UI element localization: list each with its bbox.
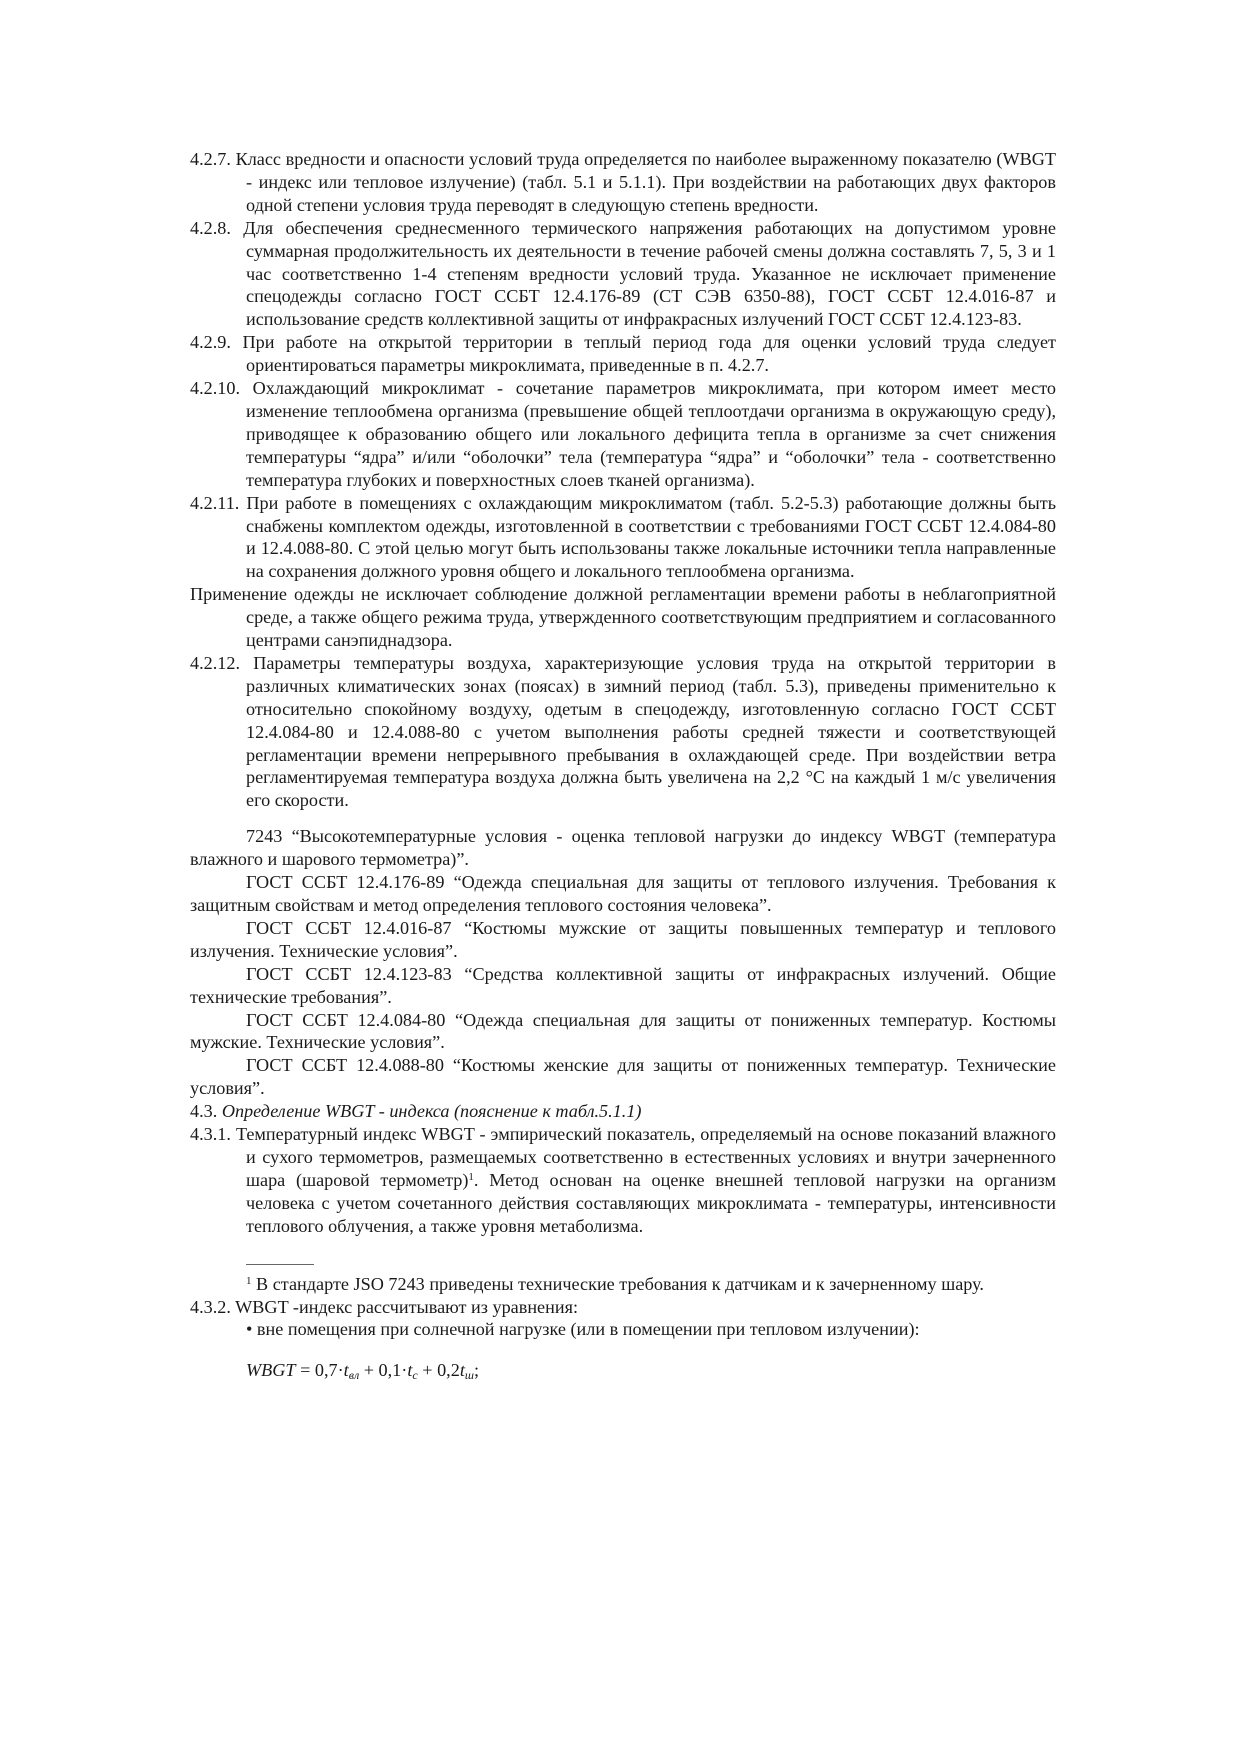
formula-subscript: вл (348, 1368, 360, 1383)
reference-item: ГОСТ ССБТ 12.4.088-80 “Костюмы женские для защиты от пониженных температур. Технические условия”. (190, 1055, 1056, 1099)
clause-number: 4.2.10. (190, 378, 241, 399)
clause-4-2-10 (190, 377, 1056, 492)
clause-4-2-8 (190, 217, 1056, 332)
footnote-mark: 1 (246, 1274, 252, 1287)
formula-subscript: с (412, 1368, 418, 1383)
clause-4-2-11 (190, 492, 1056, 584)
clause-4-3-2: 4.3.2. WBGT -индекс рассчитывают из уравнения: (190, 1296, 579, 1317)
wbgt-formula (190, 1359, 1056, 1382)
clause-number: 4.2.12. (190, 652, 241, 673)
clause-text: Применение одежды не исключает соблюдение должной регламентации времени работы в неблагоприятной среде, а также общего режима труда, утвержденного соответствующим предприятием и согласованного центрами санэпиднадзора. (190, 584, 1056, 651)
section-number: 4.3. (190, 1101, 218, 1122)
clause-number: 4.2.11. (190, 492, 240, 513)
clause-number: 4.2.8. (190, 217, 231, 238)
reference-item: ГОСТ ССБТ 12.4.176-89 “Одежда специальная для защиты от теплового излучения. Требования к защитным свойствам и метод определения теплового состояния человека”. (190, 872, 1056, 915)
clause-clothing-note (190, 583, 1056, 652)
clause-text: При работе в помещениях с охлаждающим микроклиматом (табл. 5.2-5.3) работающие должны быть снабжены комплектом одежды, изготовленной в соответствии с требованиями ГОСТ ССБТ 12.4.084-80 и 12.4.088-80. С этой целью могут быть использованы также локальные источники тепла направленные на сохранения должного уровня общего и локального теплообмена организма. (246, 492, 1056, 582)
formula-part: = 0,7· (295, 1360, 344, 1381)
footnote-separator (246, 1264, 314, 1265)
reference-item: ГОСТ ССБТ 12.4.016-87 “Костюмы мужские от защиты повышенных температур и теплового излучения. Технические условия”. (190, 917, 1056, 961)
clause-text: При работе на открытой территории в теплый период года для оценки условий труда следует ориентироваться параметры микроклимата, приведенные в п. 4.2.7. (242, 332, 1056, 376)
formula-part: + 0,1· (359, 1360, 408, 1381)
formula-var: t (343, 1360, 349, 1381)
bullet-outdoor-condition: • вне помещения при солнечной нагрузке (или в помещении при тепловом излучении): (246, 1319, 920, 1340)
footnote-text: В стандарте JSO 7243 приведены технические требования к датчикам и к зачерненному шару. (251, 1273, 984, 1294)
clause-text: Класс вредности и опасности условий труда определяется по наиболее выраженному показателю (WBGT - индекс или тепловое излучение) (табл. 5.1 и 5.1.1). При воздействии на работающих двух факторов одной степени условия труда переводят в следующую степень вредности. (235, 149, 1057, 215)
clause-text: Для обеспечения среднесменного термического напряжения работающих на допустимом уровне суммарная продолжительность их деятельности в течение рабочей смены должна составлять 7, 5, 3 и 1 час соответственно 1-4 степеням вредности условий труда. Указанное не исключает применение спецодежды согласно ГОСТ ССБТ 12.4.176-89 (СТ СЭВ 6350-88), ГОСТ ССБТ 12.4.016-87 и использование средств коллективной защиты от инфракрасных излучений ГОСТ ССБТ 12.4.123-83. (243, 217, 1056, 330)
references-block (190, 825, 1056, 1100)
formula-subscript: ш (464, 1368, 474, 1383)
reference-item: 7243 “Высокотемпературные условия - оценка тепловой нагрузки до индексу WBGT (температура влажного и шарового термометра)”. (190, 826, 1056, 870)
clause-text: Параметры температуры воздуха, характеризующие условия труда на открытой территории в различных климатических зонах (поясах) в зимний период (табл. 5.3), приведены применительно к относительно спокойному воздуху, одетым в спецодежду, изготовленную согласно ГОСТ ССБТ 12.4.084-80 и 12.4.088-80 с учетом выполнения работы средней тяжести и соответствующей регламентации времени непрерывного пребывания в охлаждающей среде. При воздействии ветра регламентируемая температура воздуха должна быть увеличена на 2,2 °С на каждый 1 м/с увеличения его скорости. (246, 652, 1056, 811)
clause-4-2-12 (190, 652, 1056, 812)
clause-number: 4.2.7. (190, 149, 231, 169)
clause-text: Охлаждающий микроклимат - сочетание параметров микроклимата, при котором имеет место изменение теплообмена организма (превышение общей теплоотдачи организма в окружающую среду), приводящее к образованию общего или локального дефицита тепла в организме за счет снижения температуры “ядра” и/или “оболочки” тела (температура “ядра” и “оболочки” тела - соответственно температура глубоких и поверхностных слоев тканей организма). (246, 378, 1057, 490)
reference-item: ГОСТ ССБТ 12.4.084-80 “Одежда специальная для защиты от пониженных температур. Костюмы мужские. Технические условия”. (190, 1009, 1056, 1053)
reference-item: ГОСТ ССБТ 12.4.123-83 “Средства коллективной защиты от инфракрасных излучений. Общие технические требования”. (190, 963, 1056, 1007)
document-page (190, 148, 1056, 1382)
footnote (190, 1273, 1056, 1296)
clause-4-3-1 (190, 1123, 1056, 1238)
formula-lhs: WBGT (246, 1360, 296, 1381)
footnote-ref[interactable]: 1 (468, 1170, 474, 1183)
clause-4-2-9 (190, 331, 1056, 377)
formula-part: ; (473, 1360, 480, 1381)
formula-var: t (459, 1360, 465, 1381)
clause-number: 4.2.9. (190, 332, 231, 353)
clause-number: 4.3.1. (190, 1124, 231, 1145)
formula-part: + 0,2 (417, 1360, 460, 1381)
clause-4-2-7 (190, 148, 1056, 217)
section-heading (190, 1100, 1056, 1123)
clause-text: Температурный индекс WBGT - эмпирический показатель, определяемый на основе показаний влажного и сухого термометров, размещаемых соответственно в естественных условиях и внутри зачерненного шара (шаровой термометр) (235, 1124, 1057, 1190)
section-title: Определение WBGT - индекса (пояснение к табл.5.1.1) (221, 1101, 642, 1122)
formula-var: t (407, 1360, 413, 1381)
clause-text-continued: . Метод основан на оценке внешней тепловой нагрузки на организм человека с учетом сочетанного действия составляющих микроклимата - температуры, интенсивности теплового облучения, а также уровня метаболизма. (246, 1169, 1056, 1236)
